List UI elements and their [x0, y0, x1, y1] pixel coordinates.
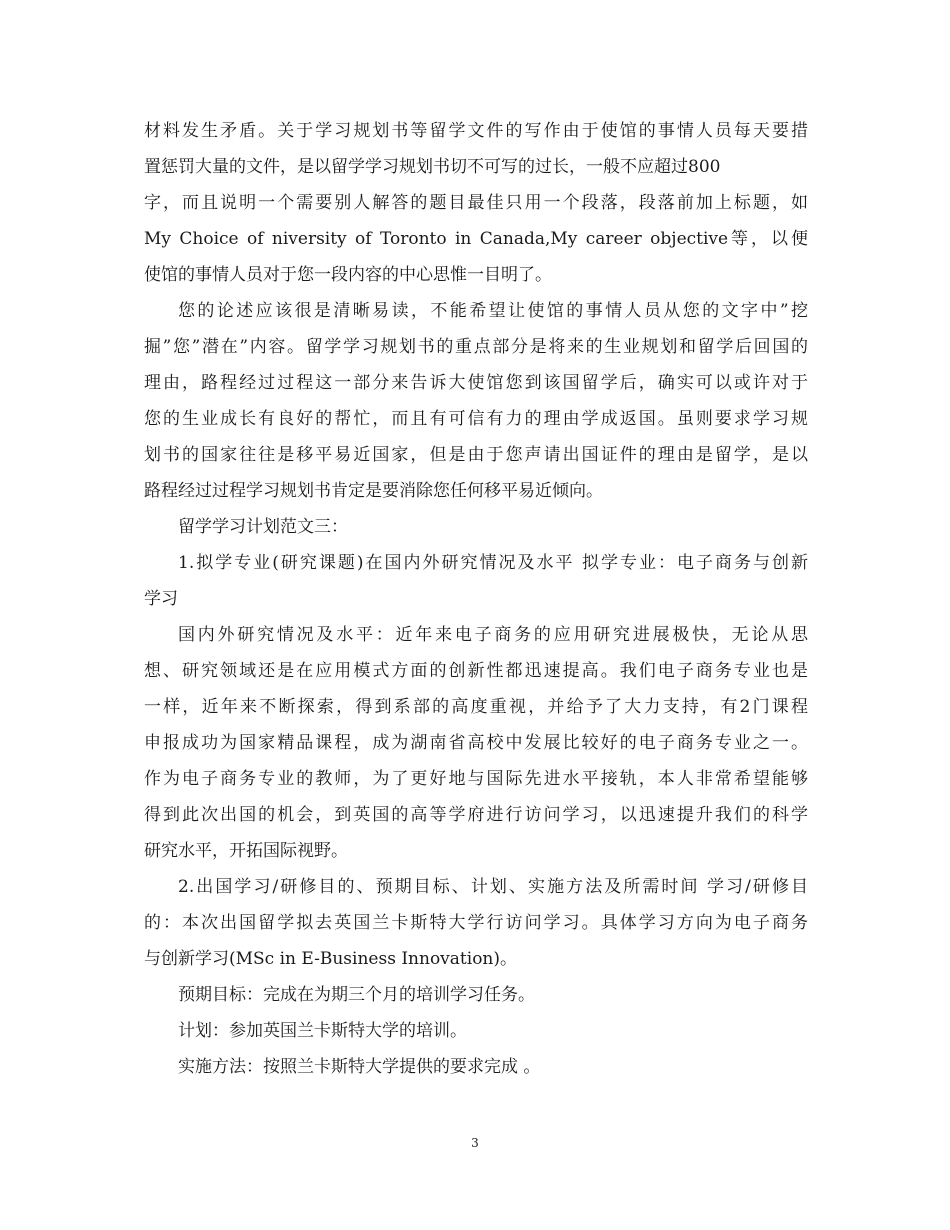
text-line: 路程经过过程学习规划书肯定是要消除您任何移平易近倾向。	[144, 481, 603, 501]
text-line: 划书的国家往往是移平易近国家，但是由于您声请出国证件的理由是留学，是以	[144, 445, 808, 465]
text-line: 留学学习计划范文三：	[178, 517, 348, 537]
text-line: 申报成功为国家精品课程，成为湖南省高校中发展比较好的电子商务专业之一。	[144, 733, 808, 753]
text-line: 使馆的事情人员对于您一段内容的中心思惟一目明了。	[144, 265, 552, 285]
page-number: 3	[471, 1136, 479, 1150]
body-text	[144, 113, 808, 1085]
text-line: 字，而且说明一个需要别人解答的题目最佳只用一个段落，段落前加上标题，如	[144, 193, 808, 213]
text-line: 置惩罚大量的文件，是以留学学习规划书切不可写的过长，一般不应超过800	[144, 157, 721, 177]
text-line: 作为电子商务专业的教师，为了更好地与国际先进水平接轨，本人非常希望能够	[144, 769, 808, 789]
text-line: 材料发生矛盾。关于学习规划书等留学文件的写作由于使馆的事情人员每天要措	[144, 121, 808, 141]
text-line: 1.拟学专业(研究课题)在国内外研究情况及水平 拟学专业：电子商务与创新	[178, 553, 808, 573]
text-line: 掘”您”潜在”内容。留学学习规划书的重点部分是将来的生业规划和留学后回国的	[144, 337, 808, 357]
text-line: My Choice of niversity of Toronto in Canada,My career objective等，以便	[144, 229, 808, 249]
text-line: 您的论述应该很是清晰易读，不能希望让使馆的事情人员从您的文字中”挖	[178, 301, 808, 321]
text-line: 预期目标：完成在为期三个月的培训学习任务。	[178, 985, 535, 1005]
text-line: 的：本次出国留学拟去英国兰卡斯特大学行访问学习。具体学习方向为电子商务	[144, 913, 808, 933]
text-line: 学习	[144, 589, 178, 609]
text-line: 您的生业成长有良好的帮忙，而且有可信有力的理由学成返国。虽则要求学习规	[144, 409, 808, 429]
text-line: 实施方法：按照兰卡斯特大学提供的要求完成 。	[178, 1057, 541, 1077]
text-line: 与创新学习(MSc in E-Business Innovation)。	[144, 949, 518, 969]
text-line: 一样，近年来不断探索，得到系部的高度重视，并给予了大力支持，有2门课程	[144, 697, 808, 717]
text-line: 理由，路程经过过程这一部分来告诉大使馆您到该国留学后，确实可以或许对于	[144, 373, 808, 393]
text-line: 计划：参加英国兰卡斯特大学的培训。	[178, 1021, 467, 1041]
text-line: 国内外研究情况及水平：近年来电子商务的应用研究进展极快，无论从思	[178, 625, 808, 645]
text-line: 想、研究领域还是在应用模式方面的创新性都迅速提高。我们电子商务专业也是	[144, 661, 808, 681]
text-line: 2.出国学习/研修目的、预期目标、计划、实施方法及所需时间 学习/研修目	[178, 877, 808, 897]
text-line: 研究水平，开拓国际视野。	[144, 841, 348, 861]
text-line: 得到此次出国的机会，到英国的高等学府进行访问学习，以迅速提升我们的科学	[144, 805, 808, 825]
